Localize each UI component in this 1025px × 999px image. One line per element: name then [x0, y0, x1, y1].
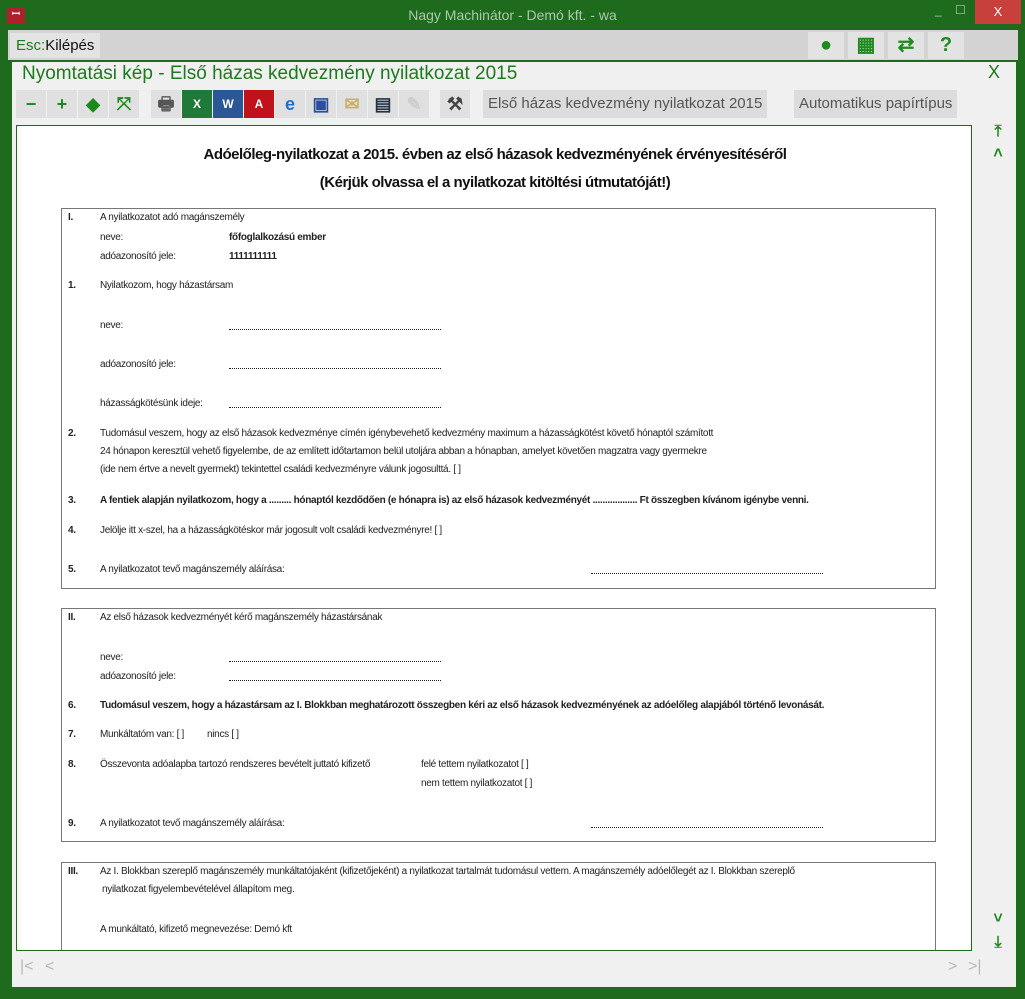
fit-page-button[interactable]: ⤧: [109, 90, 139, 118]
row-text: nem tettem nyilatkozatot [ ]: [421, 778, 533, 789]
app-icon: ꟷ: [7, 7, 25, 23]
row-num: 8.: [68, 759, 76, 770]
fill-line: [229, 680, 441, 681]
last-page-button[interactable]: >|: [968, 958, 982, 975]
document-page: [16, 125, 972, 951]
word-icon[interactable]: W: [213, 90, 243, 118]
scroll-up-button[interactable]: ˄: [993, 145, 1003, 162]
row-num: 2.: [68, 428, 76, 439]
label: neve:: [100, 320, 123, 331]
section-num: II.: [68, 612, 76, 623]
grid-icon[interactable]: ▦: [848, 32, 884, 59]
row-num: 6.: [68, 700, 76, 711]
paper-type[interactable]: Automatikus papírtípus: [794, 90, 957, 118]
scroll-bottom-button[interactable]: ⤓: [994, 934, 1002, 951]
edit-icon[interactable]: ✎: [399, 90, 429, 118]
row-text: A nyilatkozatot tevő magánszemély aláírása:: [100, 564, 285, 575]
row-text: 24 hónapon keresztül vehető figyelembe, de az említett időtartamon belül utoljára abban a hónapban, amelyet követően magzatra vagy gyermekre: [100, 446, 707, 457]
swap-icon[interactable]: ⇄: [888, 32, 924, 59]
row-num: 7.: [68, 729, 76, 740]
exit-button[interactable]: [10, 33, 100, 58]
name-value: főfoglalkozású ember: [229, 232, 326, 243]
label: neve:: [100, 232, 123, 243]
first-page-button[interactable]: |<: [20, 958, 34, 975]
document-title: Adóelőleg-nyilatkozat a 2015. évben az első házasok kedvezményének érvényesítéséről: [203, 146, 787, 163]
row-num: 9.: [68, 818, 76, 829]
monitor-icon[interactable]: ▣: [306, 90, 336, 118]
panel-close-button[interactable]: X: [988, 62, 1001, 82]
row-num: 1.: [68, 280, 76, 291]
label: adóazonosító jele:: [100, 671, 176, 682]
row-text: Tudomásul veszem, hogy az első házasok kedvezménye címén igénybevehető kedvezmény maximum a házasságkötést követő hónaptól számított: [100, 428, 714, 439]
row-text: A nyilatkozatot tevő magánszemély aláírása:: [100, 818, 285, 829]
label: neve:: [100, 652, 123, 663]
section-head: A nyilatkozatot adó magánszemély: [100, 212, 245, 223]
fill-line: [229, 368, 441, 369]
id-value: 1111111111: [229, 251, 277, 262]
section-num: I.: [68, 212, 73, 223]
pdf-icon[interactable]: A: [244, 90, 274, 118]
fill-line: [229, 661, 441, 662]
maximize-button[interactable]: ☐: [955, 3, 966, 17]
document-name[interactable]: Első házas kedvezmény nyilatkozat 2015: [483, 90, 767, 118]
excel-icon[interactable]: X: [182, 90, 212, 118]
browser-icon[interactable]: e: [275, 90, 305, 118]
row-text: A fentiek alapján nyilatkozom, hogy a ......... hónaptól kezdődően (e hónapra is) az első házasok kedvezményét .................. Ft összegben kívánom igénybe venni.: [100, 495, 809, 506]
document-subtitle: (Kérjük olvassa el a nyilatkozat kitöltési útmutatóját!): [319, 174, 671, 191]
tools-icon[interactable]: ⚒: [440, 90, 470, 118]
panel-title: Nyomtatási kép - Első házas kedvezmény nyilatkozat 2015: [22, 63, 518, 84]
minimize-button[interactable]: _: [935, 3, 942, 17]
email-icon[interactable]: ✉: [337, 90, 367, 118]
printer-icon[interactable]: 🖶: [151, 90, 181, 118]
row-text: Nyilatkozom, hogy házastársam: [100, 280, 234, 291]
exit-label: Kilépés: [45, 37, 95, 54]
next-page-button[interactable]: >: [948, 958, 958, 975]
row-text: Jelölje itt x-szel, ha a házasságkötéskor már jogosult volt családi kedvezményre! [ ]: [100, 525, 442, 536]
scroll-top-button[interactable]: ⤒: [994, 123, 1002, 140]
prev-page-button[interactable]: <: [45, 958, 55, 975]
fit-width-button[interactable]: ◆: [78, 90, 108, 118]
section-head: Az első házasok kedvezményét kérő magánszemély házastársának: [100, 612, 383, 623]
signature-line: [591, 827, 823, 828]
scroll-down-button[interactable]: ˅: [993, 910, 1003, 927]
fill-line: [229, 329, 441, 330]
row-text: Tudomásul veszem, hogy a házastársam az I. Blokkban meghatározott összegben kéri az első házasok kedvezményének az adóelőleg alapjából történő levonását.: [100, 700, 825, 711]
zoom-out-button[interactable]: −: [16, 90, 46, 118]
label: házasságkötésünk ideje:: [100, 398, 203, 409]
window-title: Nagy Machinátor - Demó kft. - wa: [0, 0, 1025, 30]
window-close-button[interactable]: X: [975, 0, 1021, 24]
help-icon[interactable]: ?: [928, 32, 964, 59]
row-text: Munkáltatóm van: [ ]: [100, 729, 185, 740]
archive-icon[interactable]: ▤: [368, 90, 398, 118]
row-text: A munkáltató, kifizető megnevezése: Demó kft: [100, 924, 292, 935]
esc-key: Esc:: [16, 37, 46, 54]
row-text: felé tettem nyilatkozatot [ ]: [421, 759, 529, 770]
fill-line: [229, 407, 441, 408]
section-num: III.: [68, 866, 78, 877]
user-icon[interactable]: ●: [808, 32, 844, 59]
row-text: nincs [ ]: [207, 729, 239, 740]
zoom-in-button[interactable]: +: [47, 90, 77, 118]
label: adóazonosító jele:: [100, 359, 176, 370]
label: adóazonosító jele:: [100, 251, 176, 262]
section-2: [61, 608, 936, 842]
row-num: 4.: [68, 525, 76, 536]
row-text: nyilatkozat figyelembevételével állapítom meg.: [102, 884, 295, 895]
signature-line: [591, 573, 823, 574]
row-num: 5.: [68, 564, 76, 575]
row-text: Összevonta adóalapba tartozó rendszeres bevételt juttató kifizető: [100, 759, 371, 770]
row-text: (ide nem értve a nevelt gyermekt) tekintettel családi kedvezményre válunk jogosulttá. [ ]: [100, 464, 461, 475]
row-num: 3.: [68, 495, 76, 506]
row-text: Az I. Blokkban szereplő magánszemély munkáltatójaként (kifizetőjeként) a nyilatkozat tartalmát tudomásul vettem. A magánszemély adóelőlegét az I. Blokkban szereplő: [100, 866, 795, 877]
